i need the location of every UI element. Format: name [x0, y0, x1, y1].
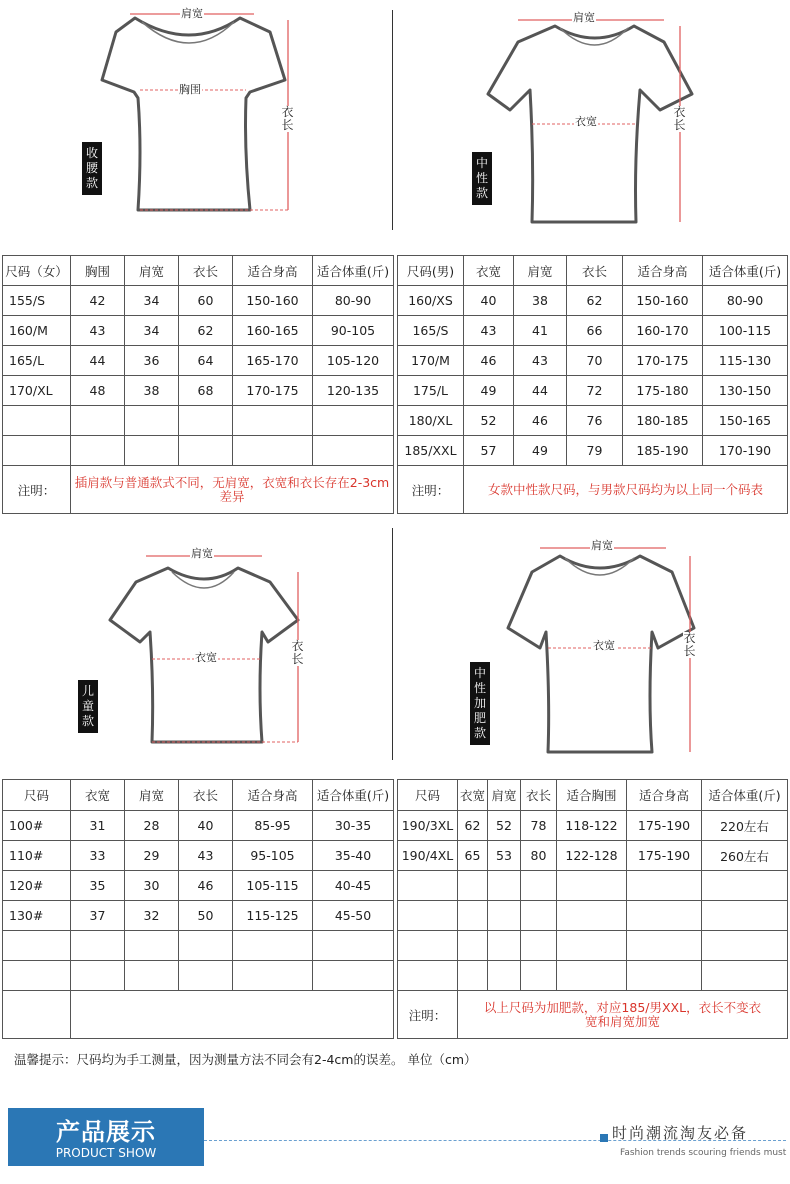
- table-cell: 37: [71, 901, 125, 931]
- size-table-kids: [2, 779, 394, 1039]
- table-cell: 95-105: [233, 841, 313, 871]
- table-cell: 46: [179, 871, 233, 901]
- table-cell: [458, 961, 488, 991]
- table-row: [3, 316, 394, 346]
- table-cell: 38: [125, 376, 179, 406]
- table-header-cell: 尺码: [398, 780, 458, 811]
- table-cell: 65: [458, 841, 488, 871]
- table-cell: [557, 931, 627, 961]
- shirt3-chest-label: 衣宽: [195, 651, 217, 664]
- table-row: [3, 406, 394, 436]
- table-row: [398, 436, 788, 466]
- table-cell: [179, 931, 233, 961]
- shirt3-length-label: 衣长: [291, 639, 304, 666]
- table-row: [3, 436, 394, 466]
- measurement-tip: 温馨提示：尺码均为手工测量，因为测量方法不同会有2-4cm的误差。 单位（cm）: [14, 1052, 477, 1067]
- table-cell: 53: [488, 841, 521, 871]
- table-cell: 160/M: [3, 316, 71, 346]
- table-cell: 36: [125, 346, 179, 376]
- note-text: 女款中性款尺码，与男款尺码均为以上同一个码表: [464, 466, 788, 514]
- table-cell: [627, 931, 702, 961]
- table-cell: 170-190: [703, 436, 788, 466]
- table-row: [398, 961, 788, 991]
- table-cell: 49: [464, 376, 514, 406]
- table-cell: 40: [464, 286, 514, 316]
- table-cell: [233, 931, 313, 961]
- table-cell: 62: [458, 811, 488, 841]
- table-header-cell: 适合身高: [627, 780, 702, 811]
- table-header-cell: 适合身高: [233, 256, 313, 286]
- table-header-cell: 衣长: [179, 256, 233, 286]
- table-cell: [488, 871, 521, 901]
- table-cell: 40: [179, 811, 233, 841]
- table-cell: 35: [71, 871, 125, 901]
- table-note-row: [398, 466, 788, 514]
- table-cell: [398, 961, 458, 991]
- table-cell: 160/XS: [398, 286, 464, 316]
- table-cell: 57: [464, 436, 514, 466]
- table-header-cell: 肩宽: [514, 256, 567, 286]
- table-cell: 120-135: [313, 376, 394, 406]
- table-cell: 44: [71, 346, 125, 376]
- table-cell: 30-35: [313, 811, 394, 841]
- table-cell: [627, 961, 702, 991]
- table-cell: 42: [71, 286, 125, 316]
- table-cell: 43: [464, 316, 514, 346]
- table-cell: 68: [179, 376, 233, 406]
- banner-subtitle: PRODUCT SHOW: [55, 1146, 157, 1160]
- shirt3-style-tag: 儿童款: [78, 680, 98, 733]
- table-cell: 175/L: [398, 376, 464, 406]
- table-header-cell: 尺码（女）: [3, 256, 71, 286]
- table-cell: 62: [179, 316, 233, 346]
- note-label: 注明：: [3, 466, 71, 514]
- table-cell: 41: [514, 316, 567, 346]
- table-header-cell: 适合体重(斤): [313, 256, 394, 286]
- table-cell: 118-122: [557, 811, 627, 841]
- table-cell: 100-115: [703, 316, 788, 346]
- table-note-row: [3, 466, 394, 514]
- shirt3-shoulder-label: 肩宽: [191, 547, 213, 560]
- table-cell: [488, 901, 521, 931]
- shirt2-length-label: 衣长: [673, 105, 686, 132]
- table-cell: [398, 871, 458, 901]
- shirt1-length-label: 衣长: [281, 105, 294, 132]
- table-cell: 34: [125, 286, 179, 316]
- table-cell: [313, 406, 394, 436]
- table-header-cell: 适合身高: [233, 780, 313, 811]
- table-cell: [521, 901, 557, 931]
- table-cell: 72: [567, 376, 623, 406]
- table-cell: 60: [179, 286, 233, 316]
- banner-slogan-sub: Fashion trends scouring friends must: [620, 1148, 787, 1158]
- table-header-cell: 适合身高: [623, 256, 703, 286]
- table-note-row: [3, 991, 394, 1039]
- table-header-cell: 尺码: [3, 780, 71, 811]
- table-cell: 34: [125, 316, 179, 346]
- table-header-cell: 衣宽: [458, 780, 488, 811]
- table-cell: 150-160: [233, 286, 313, 316]
- table-cell: 46: [464, 346, 514, 376]
- table-cell: [179, 406, 233, 436]
- shirt2-chest-label: 衣宽: [575, 115, 597, 128]
- table-cell: 185-190: [623, 436, 703, 466]
- table-cell: 160-170: [623, 316, 703, 346]
- table-header-row: [398, 780, 788, 811]
- table-row: [3, 286, 394, 316]
- table-cell: 80-90: [313, 286, 394, 316]
- table-row: [398, 346, 788, 376]
- table-cell: 35-40: [313, 841, 394, 871]
- table-header-cell: 衣长: [567, 256, 623, 286]
- shirt1-style-tag: 收腰款: [82, 142, 102, 195]
- table-cell: 31: [71, 811, 125, 841]
- note-label: 注明：: [398, 466, 464, 514]
- table-cell: [488, 961, 521, 991]
- shirt2-shoulder-label: 肩宽: [573, 11, 595, 24]
- table-cell: [179, 961, 233, 991]
- table-header-cell: 适合体重(斤): [703, 256, 788, 286]
- table-cell: [71, 406, 125, 436]
- table-row: [398, 811, 788, 841]
- table-cell: [313, 436, 394, 466]
- table-cell: 78: [521, 811, 557, 841]
- table-cell: [125, 436, 179, 466]
- table-header-cell: 肩宽: [125, 780, 179, 811]
- table-cell: 175-190: [627, 841, 702, 871]
- table-cell: [71, 436, 125, 466]
- table-note-row: [398, 991, 788, 1039]
- table-cell: 80: [521, 841, 557, 871]
- banner-slogan: 时尚潮流淘友必备: [612, 1124, 749, 1142]
- table-cell: 165-170: [233, 346, 313, 376]
- table-cell: 44: [514, 376, 567, 406]
- table-row: [3, 901, 394, 931]
- table-cell: 150-165: [703, 406, 788, 436]
- table-cell: [233, 406, 313, 436]
- table-cell: 49: [514, 436, 567, 466]
- table-cell: 175-180: [623, 376, 703, 406]
- table-cell: [71, 961, 125, 991]
- table-cell: 45-50: [313, 901, 394, 931]
- table-cell: 40-45: [313, 871, 394, 901]
- table-cell: 79: [567, 436, 623, 466]
- table-header-cell: 胸围: [71, 256, 125, 286]
- table-cell: [179, 436, 233, 466]
- table-cell: [313, 961, 394, 991]
- shirt4-chest-label: 衣宽: [593, 639, 615, 652]
- table-cell: 85-95: [233, 811, 313, 841]
- table-cell: [521, 871, 557, 901]
- note-label: 注明：: [398, 991, 458, 1039]
- table-cell: 33: [71, 841, 125, 871]
- table-cell: 50: [179, 901, 233, 931]
- table-cell: 180/XL: [398, 406, 464, 436]
- shirt-fitted-drawing: [102, 14, 288, 210]
- table-header-cell: 适合体重(斤): [313, 780, 394, 811]
- table-cell: 130#: [3, 901, 71, 931]
- table-cell: 38: [514, 286, 567, 316]
- table-row: [398, 871, 788, 901]
- table-cell: 43: [514, 346, 567, 376]
- table-cell: [702, 901, 788, 931]
- table-row: [398, 316, 788, 346]
- table-cell: 190/4XL: [398, 841, 458, 871]
- table-header-cell: 尺码(男): [398, 256, 464, 286]
- table-cell: [3, 991, 71, 1039]
- table-cell: [458, 901, 488, 931]
- table-cell: 130-150: [703, 376, 788, 406]
- shirt4-shoulder-label: 肩宽: [591, 539, 613, 552]
- table-cell: [125, 406, 179, 436]
- table-header-row: [3, 780, 394, 811]
- table-row: [3, 811, 394, 841]
- table-cell: [488, 931, 521, 961]
- size-table-plus: [397, 779, 788, 1039]
- table-row: [3, 961, 394, 991]
- table-cell: 160-165: [233, 316, 313, 346]
- table-cell: [557, 871, 627, 901]
- table-row: [3, 346, 394, 376]
- table-cell: 48: [71, 376, 125, 406]
- table-header-cell: 肩宽: [488, 780, 521, 811]
- table-cell: [458, 871, 488, 901]
- table-cell: [458, 931, 488, 961]
- table-header-cell: 衣宽: [464, 256, 514, 286]
- table-cell: 120#: [3, 871, 71, 901]
- table-cell: [233, 961, 313, 991]
- table-cell: [3, 931, 71, 961]
- table-cell: 66: [567, 316, 623, 346]
- table-cell: 70: [567, 346, 623, 376]
- table-cell: [398, 901, 458, 931]
- table-cell: 110#: [3, 841, 71, 871]
- table-cell: 52: [488, 811, 521, 841]
- table-cell: 46: [514, 406, 567, 436]
- table-cell: 105-120: [313, 346, 394, 376]
- table-cell: 190/3XL: [398, 811, 458, 841]
- table-row: [398, 841, 788, 871]
- table-cell: 122-128: [557, 841, 627, 871]
- shirt4-style-tag: 中性加肥款: [470, 662, 490, 745]
- table-cell: 165/S: [398, 316, 464, 346]
- table-cell: 170/XL: [3, 376, 71, 406]
- shirt1-chest-label: 胸围: [179, 83, 201, 96]
- table-cell: 64: [179, 346, 233, 376]
- table-cell: 150-160: [623, 286, 703, 316]
- size-table-men: [397, 255, 788, 514]
- table-cell: [627, 871, 702, 901]
- table-cell: [398, 931, 458, 961]
- table-cell: 29: [125, 841, 179, 871]
- table-cell: [557, 961, 627, 991]
- table-header-row: [3, 256, 394, 286]
- table-cell: [702, 931, 788, 961]
- table-row: [3, 376, 394, 406]
- shirt-kids-drawing: [110, 556, 298, 742]
- banner-title: 产品展示: [56, 1118, 156, 1146]
- table-cell: 90-105: [313, 316, 394, 346]
- table-row: [398, 406, 788, 436]
- table-cell: 170/M: [398, 346, 464, 376]
- table-row: [3, 841, 394, 871]
- table-header-cell: 适合胸围: [557, 780, 627, 811]
- table-cell: 170-175: [233, 376, 313, 406]
- table-cell: 80-90: [703, 286, 788, 316]
- table-cell: 62: [567, 286, 623, 316]
- table-header-cell: 衣长: [521, 780, 557, 811]
- table-cell: 43: [71, 316, 125, 346]
- table-cell: 52: [464, 406, 514, 436]
- table-cell: [233, 436, 313, 466]
- table-cell: 115-125: [233, 901, 313, 931]
- table-header-row: [398, 256, 788, 286]
- table-cell: 43: [179, 841, 233, 871]
- shirt4-length-label: 衣长: [683, 631, 696, 658]
- table-cell: [313, 931, 394, 961]
- table-cell: [3, 436, 71, 466]
- table-header-cell: 适合体重(斤): [702, 780, 788, 811]
- table-cell: 175-190: [627, 811, 702, 841]
- table-cell: [3, 961, 71, 991]
- size-table-women: [2, 255, 394, 514]
- table-cell: 76: [567, 406, 623, 436]
- table-cell: [702, 871, 788, 901]
- table-cell: 220左右: [702, 811, 788, 841]
- table-header-cell: 衣长: [179, 780, 233, 811]
- table-cell: 115-130: [703, 346, 788, 376]
- table-cell: [3, 406, 71, 436]
- table-header-cell: 肩宽: [125, 256, 179, 286]
- table-row: [398, 931, 788, 961]
- product-show-banner: [0, 1104, 790, 1184]
- table-cell: [702, 961, 788, 991]
- table-cell: 180-185: [623, 406, 703, 436]
- table-cell: 105-115: [233, 871, 313, 901]
- table-cell: [71, 931, 125, 961]
- table-cell: 185/XXL: [398, 436, 464, 466]
- table-cell: [627, 901, 702, 931]
- table-cell: 260左右: [702, 841, 788, 871]
- table-cell: [557, 901, 627, 931]
- note-text: 以上尺码为加肥款，对应185/男XXL，衣长不变衣宽和肩宽加宽: [458, 991, 788, 1039]
- table-cell: [521, 961, 557, 991]
- table-cell: 100#: [3, 811, 71, 841]
- table-row: [3, 871, 394, 901]
- table-cell: [521, 931, 557, 961]
- shirt1-shoulder-label: 肩宽: [181, 7, 203, 20]
- square-icon: [600, 1134, 608, 1142]
- table-cell: [125, 931, 179, 961]
- table-cell: [125, 961, 179, 991]
- table-cell: 170-175: [623, 346, 703, 376]
- table-row: [398, 901, 788, 931]
- table-cell: 30: [125, 871, 179, 901]
- table-cell: 32: [125, 901, 179, 931]
- shirt2-style-tag: 中性款: [472, 152, 492, 205]
- table-cell: [71, 991, 394, 1039]
- table-cell: 155/S: [3, 286, 71, 316]
- table-header-cell: 衣宽: [71, 780, 125, 811]
- table-row: [398, 376, 788, 406]
- table-cell: 28: [125, 811, 179, 841]
- table-cell: 165/L: [3, 346, 71, 376]
- table-row: [3, 931, 394, 961]
- table-row: [398, 286, 788, 316]
- note-text: 插肩款与普通款式不同，无肩宽，衣宽和衣长存在2-3cm差异: [71, 466, 394, 514]
